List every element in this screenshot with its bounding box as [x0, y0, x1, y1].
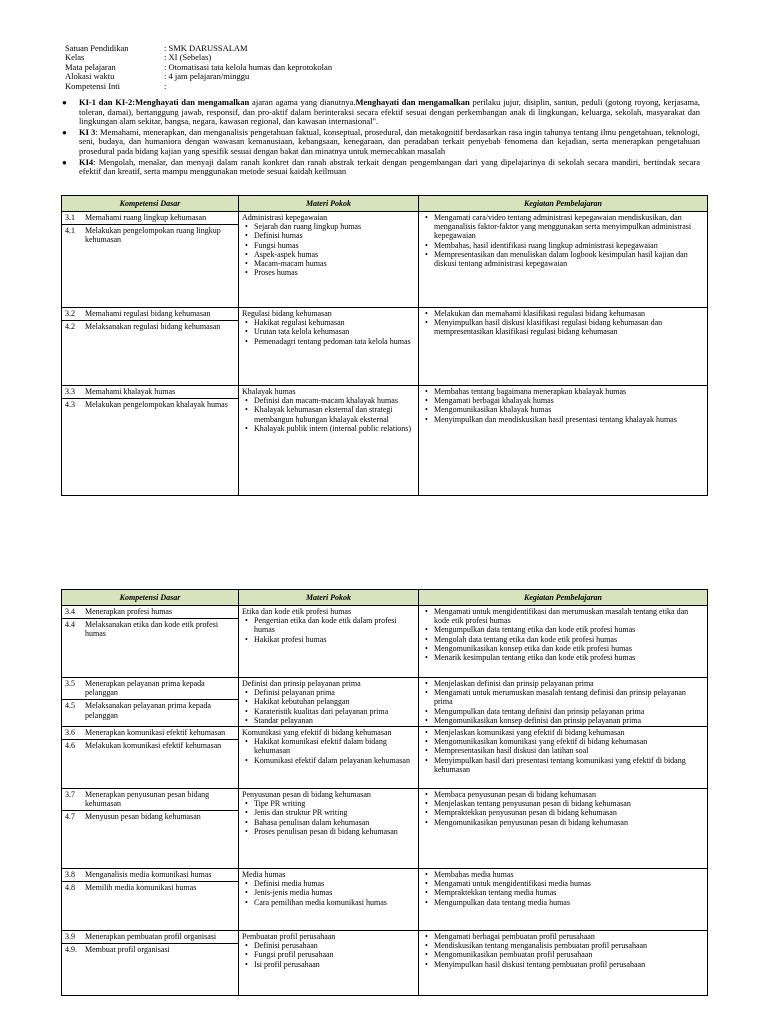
kd-text: Menerapkan penyusunan pesan bidang kehumasan — [85, 790, 210, 809]
table-header-row — [62, 196, 708, 212]
kd-item — [62, 727, 238, 739]
kd-number: 4.2 — [65, 322, 75, 332]
list-item: • Mengamati untuk mengidentifikasi media humas — [434, 879, 704, 888]
kegiatan-cell — [419, 308, 708, 386]
ki-item — [60, 158, 700, 177]
kd-text: Melaksanakan pelayanan prima kepada pelanggan — [85, 701, 211, 720]
list-item: • Mengomunikasikan penyusunan pesan di bidang kehumasan — [434, 818, 704, 827]
kd-number: 3.9 — [65, 932, 75, 942]
list-item: • Karateristik kualitas dari pelayanan prima — [254, 707, 415, 716]
column-header: Kegiatan Pembelajaran — [419, 590, 708, 606]
list-item: • Sejarah dan ruang lingkup humas — [254, 222, 415, 231]
kegiatan-cell — [419, 789, 708, 869]
materi-list — [242, 941, 415, 969]
kd-number: 4.7 — [65, 812, 75, 822]
kegiatan-cell — [419, 678, 708, 727]
kd-number: 3.4 — [65, 607, 75, 616]
list-item: • Definisi pelayanan prima — [254, 688, 415, 697]
kd-item — [62, 931, 238, 943]
list-item: • Hakikat kebutuhan pelanggan — [254, 697, 415, 706]
column-header: Materi Pokok — [239, 196, 419, 212]
list-item: • Definisi perusahaan — [254, 941, 415, 950]
kegiatan-cell — [419, 212, 708, 308]
list-item: • Khalayak kehumasan eksternal dan strategi membangun hubungan khalayak eksternal — [254, 405, 415, 423]
materi-pokok-cell — [239, 386, 419, 496]
list-item: • Hakikat regulasi kehumasan — [254, 318, 415, 327]
list-item: • Mengomunikasikan pembuatan profil perusahaan — [434, 950, 704, 959]
table-row — [62, 869, 708, 931]
kd-item — [62, 739, 238, 752]
header-row — [65, 72, 705, 81]
list-item: • Definisi humas — [254, 231, 415, 240]
materi-title: Definisi dan prinsip pelayanan prima — [242, 679, 361, 688]
materi-list — [242, 318, 415, 346]
kd-text: Memilih media komunikasi humas — [85, 883, 197, 893]
header-key: Kelas — [65, 52, 85, 63]
list-item: • Mengomunikasikan konsep etika dan kode etik profesi humas — [434, 644, 704, 653]
kd-text: Menerapkan pelayanan prima kepada pelanggan — [85, 679, 205, 698]
header-value: : XI (Sebelas) — [164, 52, 212, 63]
kegiatan-cell — [419, 869, 708, 931]
bullet-icon: ● — [62, 98, 67, 107]
kompetensi-dasar-cell — [62, 678, 239, 727]
kd-text: Melaksanakan regulasi bidang kehumasan — [85, 322, 221, 332]
list-item: • Definisi media humas — [254, 879, 415, 888]
header-key: Kompetensi Inti — [65, 80, 121, 91]
ki-item — [60, 128, 700, 157]
kegiatan-list — [422, 728, 704, 774]
kd-number: 4.6 — [65, 741, 75, 751]
list-item: • Menjelaskan komunikasi yang efektif di bidang kehumasan — [434, 728, 704, 737]
table-row — [62, 386, 708, 496]
materi-list — [242, 396, 415, 433]
materi-list — [242, 222, 415, 277]
kd-number: 3.1 — [65, 213, 75, 222]
kd-number: 4.1 — [65, 226, 75, 236]
kd-item — [62, 943, 238, 956]
header-key: Satuan Pendidikan — [65, 43, 129, 53]
kompetensi-dasar-cell — [62, 789, 239, 869]
kompetensi-dasar-cell — [62, 931, 239, 996]
list-item: • Mengamati cara/video tentang administrasi kepegawaian mendiskusikan, dan menganalisis faktor-faktor yang menggunakan serta menyimpulkan administrasi kepegawaian — [434, 213, 704, 241]
kompetensi-dasar-cell — [62, 308, 239, 386]
ki-label: KI-1 dan KI-2:Menghayati dan mengamalkan — [79, 97, 250, 107]
kd-item — [62, 224, 238, 246]
materi-title: Penyusunan pesan di bidang kehumasan — [242, 790, 371, 800]
bullet-icon: ● — [62, 127, 67, 137]
materi-pokok-cell — [239, 727, 419, 789]
materi-title: Pembuatan profil perusahaan — [242, 932, 336, 942]
kd-number: 3.2 — [65, 309, 75, 318]
ki-text — [79, 98, 700, 127]
materi-pokok-cell — [239, 931, 419, 996]
header-value: : 4 jam pelajaran/minggu — [164, 71, 250, 82]
kd-text: Menganalisis media komunikasi humas — [85, 870, 212, 880]
kompetensi-dasar-cell — [62, 606, 239, 678]
column-header: Materi Pokok — [239, 590, 419, 606]
table-header-row — [62, 590, 708, 606]
list-item: • Membahas, hasil identifikasi ruang lingkup administrasi kepegawaian — [434, 241, 704, 250]
kd-item — [62, 618, 238, 640]
kd-item — [62, 320, 238, 333]
materi-title: Media humas — [242, 870, 286, 880]
ki-item — [60, 98, 700, 127]
syllabus-table-1 — [61, 195, 708, 496]
materi-title: Administrasi kepegawaian — [242, 213, 328, 222]
kd-item — [62, 386, 238, 398]
kd-item — [62, 398, 238, 411]
list-item: • Menyimpulkan hasil diskusi tentang pembuatan profil perusahaan — [434, 960, 704, 969]
list-item: • Mengomunikasikan khalayak humas — [434, 405, 704, 414]
list-item: • Proses humas — [254, 268, 415, 277]
list-item: • Cara pemilihan media komunikasi humas — [254, 898, 415, 907]
ki-body-2: perilaku jujur, disiplin, santun, peduli (gotong royong, kerjasama, toleran, damai), bertanggung jawab, responsif, dan pro-aktif dalam berinteraksi secara efektif sesuai dengan perkembangan anak di lingkungan, keluarga, sekolah, masyarakat dan lingkungan alam sekitar, bangsa, negara, kawasan regional, dan kawasan internasional". — [79, 97, 701, 127]
list-item: • Mengamati berbagai pembuatan profil perusahaan — [434, 932, 704, 941]
kd-text: Memahami regulasi bidang kehumasan — [85, 309, 211, 318]
list-item: • Menyimpulkan hasil dari presentasi tentang komunikasi yang efektif di bidang kehumasan — [434, 756, 704, 774]
ki-body: : Memahami, menerapkan, dan menganalisis pengetahuan faktual, konseptual, prosedural, dan metakognitif berdasarkan rasa ingin tahunya tentang ilmu pengetahuan, teknologi, seni, budaya, dan humaniora dengan wawasan kemanusiaan, kebangsaan, kenegaraan, dan peradaban terkait penyebab fenomena dan kejadian, serta menerapkan pengetahuan prosedural pada bidang kajian yang spesifik sesuai dengan bakat dan minatnya untuk memecahkan masalah — [79, 126, 700, 156]
syllabus-table-2 — [61, 589, 708, 996]
materi-list — [242, 688, 415, 725]
list-item: • Mengumpulkan data tentang etika dan kode etik profesi humas — [434, 625, 704, 634]
kd-number: 3.5 — [65, 679, 75, 688]
kd-number: 3.3 — [65, 387, 75, 396]
list-item: • Bahasa penulisan dalam kehumasan — [254, 818, 415, 827]
kd-number: 4.8 — [65, 883, 75, 893]
list-item: • Aspek-aspek humas — [254, 250, 415, 259]
kd-number: 3.8 — [65, 870, 75, 880]
materi-pokok-cell — [239, 606, 419, 678]
kd-item — [62, 869, 238, 881]
kd-text: Melaksanakan etika dan kode etik profesi humas — [85, 620, 219, 639]
kegiatan-cell — [419, 931, 708, 996]
list-item: • Definisi dan macam-macam khalayak humas — [254, 396, 415, 405]
kd-text: Menerapkan pembuatan profil organisasi — [85, 932, 217, 942]
list-item: • Jenis-jenis media humas — [254, 888, 415, 897]
list-item: • Jenis dan struktur PR writing — [254, 808, 415, 817]
materi-pokok-cell — [239, 308, 419, 386]
list-item: • Mempresentasikan hasil diskusi dan latihan soal — [434, 746, 704, 755]
list-item: • Mempraktekkan penyusunan pesan di bidang kehumasan — [434, 808, 704, 817]
kd-text: Memahami ruang lingkup kehumasan — [85, 213, 207, 222]
kd-item — [62, 308, 238, 320]
list-item: • Hakikat profesi humas — [254, 635, 415, 644]
kd-item — [62, 699, 238, 721]
kd-text: Melakukan pengelompokan ruang lingkup kehumasan — [85, 226, 221, 245]
kegiatan-list — [422, 790, 704, 827]
kegiatan-cell — [419, 606, 708, 678]
header-value: : — [164, 80, 167, 91]
kd-number: 3.7 — [65, 790, 75, 800]
ki-body: : Mengolah, menalar, dan menyaji dalam ranah konkret dan ranah abstrak terkait dengan pengembangan dari yang dipelajarinya di sekolah secara mandiri, bertindak secara efektif dan kreatif, serta mampu menggunakan metode sesuai kaidah keilmuan — [79, 156, 700, 177]
kompetensi-dasar-cell — [62, 212, 239, 308]
list-item: • Menjelaskan tentang penyusunan pesan di bidang kehumasan — [434, 799, 704, 808]
list-item: • Membahas media humas — [434, 870, 704, 879]
list-item: • Mengamati berbagai khalayak humas — [434, 396, 704, 405]
kd-item — [62, 606, 238, 618]
list-item: • Fungsi humas — [254, 241, 415, 250]
list-item: • Standar pelayanan — [254, 716, 415, 725]
kd-item — [62, 810, 238, 823]
materi-list — [242, 799, 415, 836]
table-row — [62, 789, 708, 869]
list-item: • Macam-macam humas — [254, 259, 415, 268]
list-item: • Pemenadagri tentang pedoman tata kelola humas — [254, 337, 415, 346]
materi-title: Komunikasi yang efektif di bidang kehumasan — [242, 728, 392, 738]
ki-emphasis: Menghayati dan mengamalkan — [355, 97, 470, 107]
kd-text: Membuat profil organisasi — [85, 945, 170, 955]
kd-text: Melakukan komunikasi efektif kehumasan — [85, 741, 222, 751]
list-item: • Proses penulisan pesan di bidang kehumasan — [254, 827, 415, 836]
list-item: • Mengomunikasikan komunikasi yang efektif di bidang kehumasan — [434, 737, 704, 746]
header-value: : Otomatisasi tata kelola humas dan keprotokolan — [164, 61, 333, 72]
kegiatan-list — [422, 309, 704, 337]
table-row — [62, 727, 708, 789]
list-item: • Mempraktekkan tentang media humas — [434, 888, 704, 897]
list-item: • Membaca penyusunan pesan di bidang kehumasan — [434, 790, 704, 799]
header-row — [65, 82, 705, 91]
ki-label: KI 3 — [79, 126, 96, 137]
kd-number: 4.5 — [65, 701, 75, 711]
materi-list — [242, 737, 415, 765]
header-value: : SMK DARUSSALAM — [164, 43, 248, 53]
materi-title: Khalayak humas — [242, 387, 296, 396]
header-row — [65, 63, 705, 72]
materi-list — [242, 616, 415, 644]
kegiatan-list — [422, 213, 704, 268]
table-row — [62, 606, 708, 678]
list-item: • Menyimpulkan dan mendiskusikan hasil presentasi tentang khalayak humas — [434, 415, 704, 424]
document-header — [65, 44, 705, 91]
ki-label: KI4 — [79, 156, 94, 167]
kegiatan-list — [422, 870, 704, 907]
kegiatan-list — [422, 679, 704, 725]
kegiatan-list — [422, 932, 704, 969]
kompetensi-dasar-cell — [62, 386, 239, 496]
kegiatan-list — [422, 387, 704, 424]
materi-pokok-cell — [239, 869, 419, 931]
kd-item — [62, 212, 238, 224]
kd-number: 3.6 — [65, 728, 75, 738]
list-item: • Mengamati untuk mengidentifikasi dan merumuskan masalah tentang etika dan kode etik profesi humas — [434, 607, 704, 625]
ki-body: ajaran agama yang dianutnya. — [249, 97, 356, 107]
kd-text: Memahami khalayak humas — [85, 387, 176, 396]
header-key: Mata pelajaran — [65, 61, 116, 72]
table-row — [62, 678, 708, 727]
list-item: • Khalayak publik intern (internal public relations) — [254, 424, 415, 433]
kegiatan-list — [422, 607, 704, 662]
kegiatan-cell — [419, 386, 708, 496]
kegiatan-cell — [419, 727, 708, 789]
list-item: • Mengamati untuk merumuskan masalah tentang definisi dan prinsip pelayanan prima — [434, 688, 704, 706]
ki-text — [79, 128, 700, 157]
column-header: Kompetensi Dasar — [62, 196, 239, 212]
bullet-icon: ● — [62, 157, 67, 167]
kd-number: 4.9. — [65, 945, 77, 955]
kd-item — [62, 789, 238, 810]
kompetensi-dasar-cell — [62, 727, 239, 789]
list-item: • Mengomunikasikan konsep definisi dan prinsip pelayanan prima — [434, 716, 704, 725]
table-row — [62, 212, 708, 308]
list-item: • Mengumpulkan data tentang definisi dan prinsip pelayanan prima — [434, 707, 704, 716]
materi-title: Regulasi bidang kehumasan — [242, 309, 332, 318]
column-header: Kompetensi Dasar — [62, 590, 239, 606]
header-key: Alokasi waktu — [65, 71, 115, 82]
list-item: • Hakikat komunikasi efektif dalam bidang kehumasan — [254, 737, 415, 755]
kd-number: 4.3 — [65, 400, 75, 410]
materi-pokok-cell — [239, 212, 419, 308]
kd-item — [62, 678, 238, 699]
list-item: • Menjelaskan definisi dan prinsip pelayanan prima — [434, 679, 704, 688]
header-row — [65, 53, 705, 62]
list-item: • Membahas tentang bagaimana menerapkan khalayak humas — [434, 387, 704, 396]
list-item: • Mendiskusikan tentang menganalisis pembuatan profil perusahaan — [434, 941, 704, 950]
kd-text: Menerapkan profesi humas — [85, 607, 173, 616]
list-item: • Fungsi profil perusahaan — [254, 950, 415, 959]
list-item: • Menyimpulkan hasil diskusi klasifikasi regulasi bidang kehumasan dan mempresentasikan klasifikasi regulasi bidang kehumasan — [434, 318, 704, 336]
list-item: • Komunikasi efektif dalam pelayanan kehumasan — [254, 756, 415, 765]
list-item: • Mengolah data tentang etika dan kode etik profesi humas — [434, 635, 704, 644]
materi-pokok-cell — [239, 678, 419, 727]
list-item: • Mempresentasikan dan menuliskan dalam logbook kesimpulan hasil kajian dan diskusi tentang administrasi kepegawaian — [434, 250, 704, 268]
kd-text: Menyusun pesan bidang kehumasan — [85, 812, 201, 822]
list-item: • Melakukan dan memahami klasifikasi regulasi bidang kehumasan — [434, 309, 704, 318]
kompetensi-inti-list — [60, 98, 700, 178]
column-header: Kegiatan Pembelajaran — [419, 196, 708, 212]
list-item: • Mengumpulkan data tentang media humas — [434, 898, 704, 907]
table-row — [62, 931, 708, 996]
materi-list — [242, 879, 415, 907]
ki-text — [79, 158, 700, 177]
list-item: • Tipe PR writing — [254, 799, 415, 808]
materi-pokok-cell — [239, 789, 419, 869]
kd-text: Menerapkan komunikasi efektif kehumasan — [85, 728, 226, 738]
header-row — [65, 44, 705, 53]
kd-item — [62, 881, 238, 894]
kompetensi-dasar-cell — [62, 869, 239, 931]
kd-number: 4.4 — [65, 620, 75, 630]
list-item: • Urutan tata kelola kehumasan — [254, 327, 415, 336]
list-item: • Isi profil perusahaan — [254, 960, 415, 969]
list-item: • Menarik kesimpulan tentang etika dan kode etik profesi humas — [434, 653, 704, 662]
kd-text: Melakukan pengelompokan khalayak humas — [85, 400, 228, 410]
materi-title: Etika dan kode etik profesi humas — [242, 607, 352, 616]
table-row — [62, 308, 708, 386]
list-item: • Pengertian etika dan kode etik dalam profesi humas — [254, 616, 415, 634]
